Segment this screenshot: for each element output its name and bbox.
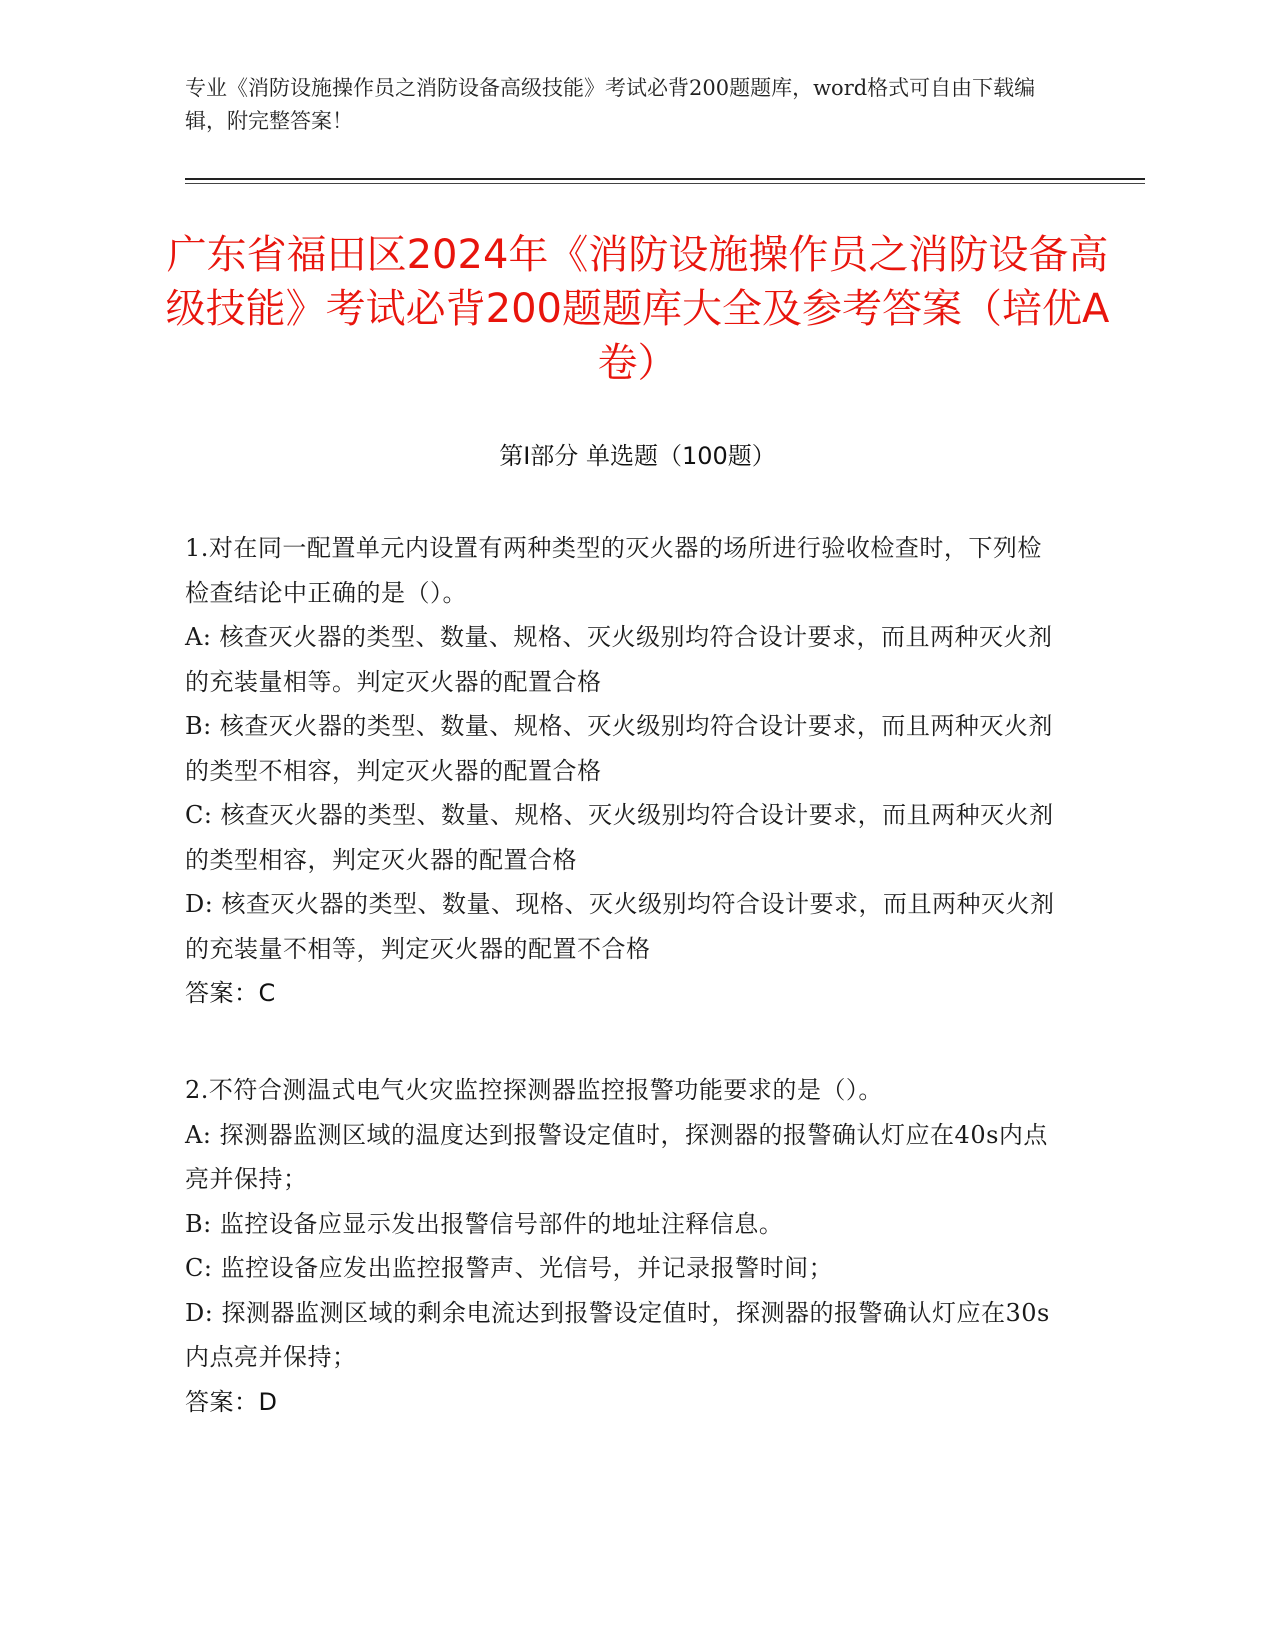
question-stem: 1.对在同一配置单元内设置有两种类型的灭火器的场所进行验收检查时，下列检检查结论中正确的是（）。: [185, 534, 1042, 607]
document-title: 广东省福田区2024年《消防设施操作员之消防设备高级技能》考试必背200题题库大全及参考答案（培优A卷）: [165, 232, 1110, 386]
header-rule-thick: [185, 178, 1145, 180]
header-note: 专业《消防设施操作员之消防设备高级技能》考试必背200题题库，word格式可自由下载编辑，附完整答案！: [185, 76, 1036, 133]
option-a: A: 探测器监测区域的温度达到报警设定值时，探测器的报警确认灯应在40s内点亮并保持；: [185, 1120, 1048, 1193]
answer: 答案：D: [185, 1387, 278, 1416]
option-a: A: 核查灭火器的类型、数量、规格、灭火级别均符合设计要求，而且两种灭火剂的充装量相等。判定灭火器的配置合格: [185, 623, 1053, 696]
option-d: D: 核查灭火器的类型、数量、现格、灭火级别均符合设计要求，而且两种灭火剂的充装量不相等，判定灭火器的配置不合格: [185, 890, 1055, 963]
question-1: [185, 526, 1065, 1016]
option-b: B: 核查灭火器的类型、数量、规格、灭火级别均符合设计要求，而且两种灭火剂的类型不相容，判定灭火器的配置合格: [185, 712, 1053, 785]
option-b: B: 监控设备应显示发出报警信号部件的地址注释信息。: [185, 1209, 784, 1238]
header-rule-thin: [185, 183, 1145, 184]
option-d: D: 探测器监测区域的剩余电流达到报警设定值时，探测器的报警确认灯应在30s内点亮并保持；: [185, 1298, 1050, 1371]
section-heading: 第I部分 单选题（100题）: [499, 442, 776, 470]
option-c: C: 核查灭火器的类型、数量、规格、灭火级别均符合设计要求，而且两种灭火剂的类型相容，判定灭火器的配置合格: [185, 801, 1054, 874]
question-2: [185, 1068, 1065, 1424]
answer: 答案：C: [185, 979, 276, 1007]
option-c: C: 监控设备应发出监控报警声、光信号，并记录报警时间；: [185, 1254, 834, 1282]
question-stem: 2.不符合测温式电气火灾监控探测器监控报警功能要求的是（）。: [185, 1076, 883, 1104]
